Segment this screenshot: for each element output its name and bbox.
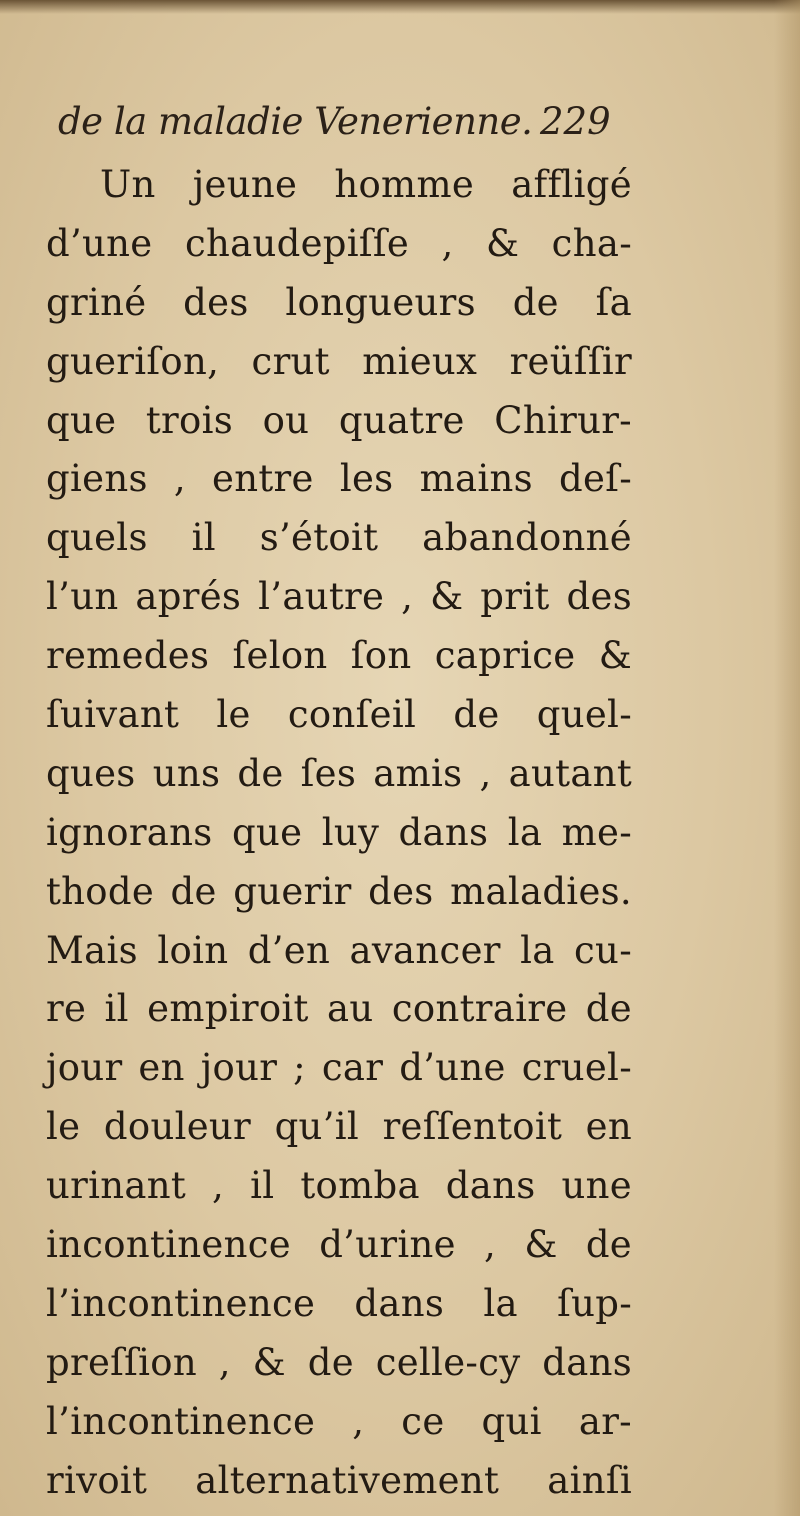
text-line: le douleur qu’il reſſentoit en: [46, 1105, 632, 1149]
text-line: ignorans que luy dans la me-: [46, 810, 632, 854]
text-line: l’un aprés l’autre , & prit des: [46, 575, 632, 619]
text-line: d’une chaudepiſſe , & cha-: [46, 221, 632, 265]
text-line: l’incontinence , ce qui ar-: [46, 1399, 632, 1443]
text-line: l’incontinence dans la ſup-: [46, 1281, 632, 1325]
body-text: [46, 156, 632, 1510]
text-line: quels il s’étoit abandonné: [46, 516, 632, 560]
text-line: incontinence d’urine , & de: [46, 1223, 632, 1267]
text-line: preſſion , & de celle-cy dans: [46, 1340, 632, 1384]
page-number: 229: [540, 100, 611, 143]
text-line: urinant , il tomba dans une: [46, 1164, 632, 1208]
text-line: gueriſon, crut mieux reüſſir: [46, 339, 632, 383]
text-line: ſuivant le conſeil de quel-: [46, 693, 632, 737]
text-line: ques uns de ſes amis , autant: [46, 751, 632, 795]
text-line: griné des longueurs de ſa: [46, 280, 632, 324]
text-line: Un jeune homme affligé: [100, 163, 632, 206]
text-line: jour en jour ; car d’une cruel-: [46, 1046, 632, 1090]
text-line: remedes ſelon ſon caprice &: [46, 634, 632, 678]
text-line: thode de guerir des maladies.: [46, 869, 632, 913]
text-line: rivoit alternativement ainſi: [46, 1458, 632, 1502]
running-title: de la maladie Venerienne.: [58, 100, 533, 143]
text-line: giens , entre les mains deſ-: [46, 457, 632, 501]
text-line: re il empiroit au contraire de: [46, 987, 632, 1031]
text-line: que trois ou quatre Chirur-: [46, 398, 632, 442]
text-line: Mais loin d’en avancer la cu-: [46, 928, 632, 972]
